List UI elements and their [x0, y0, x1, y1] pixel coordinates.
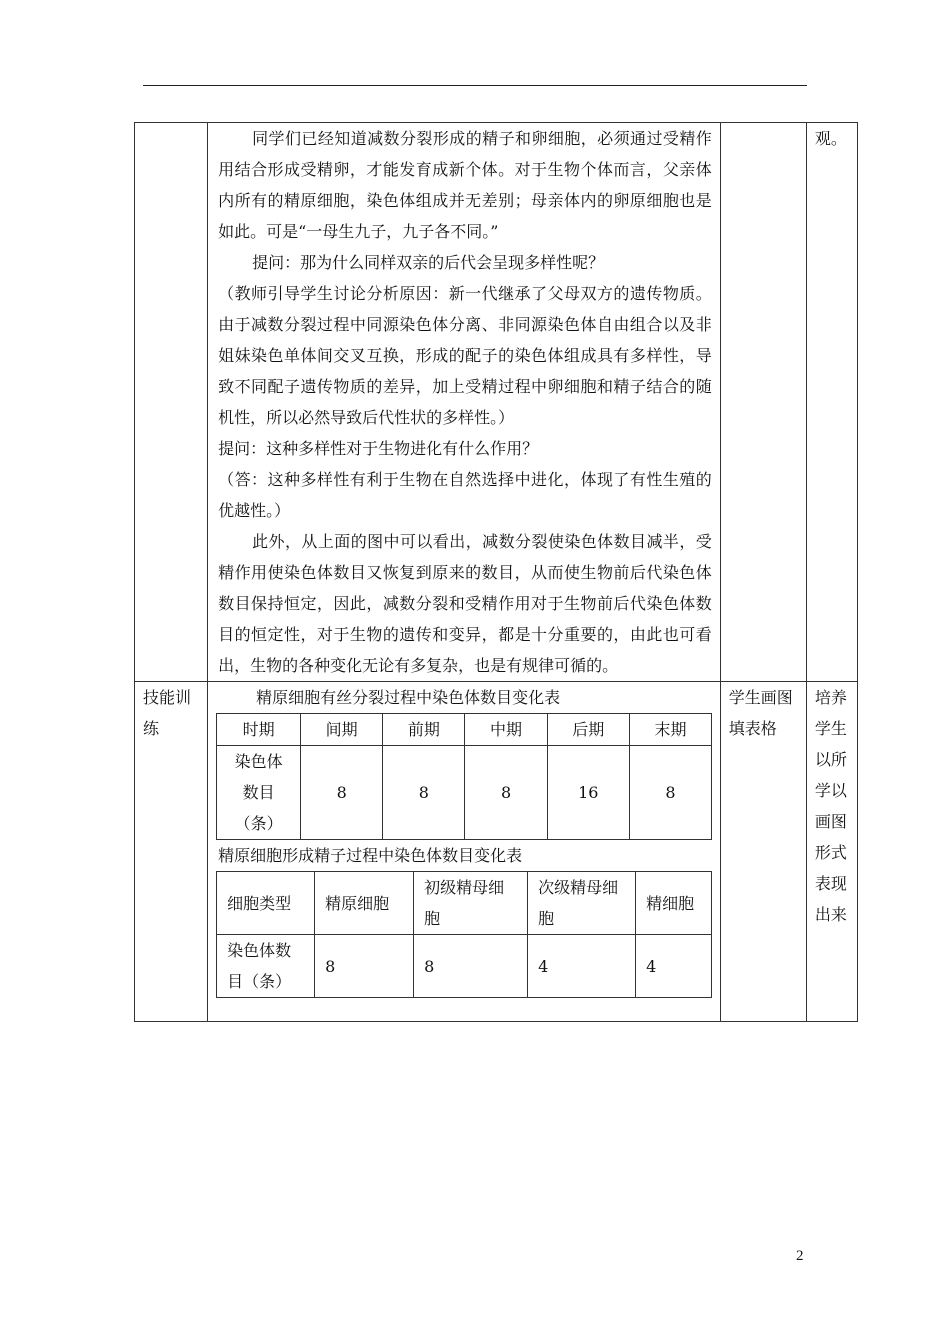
value-cell: 8: [414, 935, 528, 998]
header-cell: 精细胞: [636, 872, 712, 935]
student-activity-text: 学生画图填表格: [728, 688, 793, 738]
question: 提问：那为什么同样双亲的后代会呈现多样性呢？: [252, 253, 605, 272]
header-cell: 末期: [629, 714, 711, 746]
spermatogenesis-table: [216, 871, 712, 998]
stage-cell: [135, 123, 208, 682]
row-label: 染色体数目（条）: [217, 935, 315, 998]
header-cell: 间期: [301, 714, 383, 746]
student-activity-cell: [720, 682, 806, 1022]
paragraph: （教师引导学生讨论分析原因：新一代继承了父母双方的遗传物质。由于减数分裂过程中同源染色体分离、非同源染色体自由组合以及非姐妹染色单体间交叉互换，形成的配子的染色体组成具有多样性，导致不同配子遗传物质的差异，加上受精过程中卵细胞和精子结合的随机性，所以必然导致后代性状的多样性。）: [218, 284, 712, 427]
student-activity-cell: [720, 123, 806, 682]
header-rule: [143, 85, 807, 86]
header-cell: 时期: [217, 714, 301, 746]
value-cell: 8: [301, 746, 383, 840]
row-label: 染色体数目（条）: [217, 746, 301, 840]
intent-text: 培养学生以所学以画图形式表现出来: [814, 688, 847, 924]
content-cell: [208, 682, 721, 1022]
header-cell: 初级精母细胞: [414, 872, 528, 935]
value-cell: 4: [528, 935, 636, 998]
table-row: [217, 935, 712, 998]
value-cell: 8: [465, 746, 547, 840]
answer: （答：这种多样性有利于生物在自然选择中进化，体现了有性生殖的优越性。）: [218, 470, 712, 520]
intent-text: 观。: [814, 129, 847, 148]
value-cell: 16: [547, 746, 629, 840]
page-number: 2: [796, 1248, 804, 1264]
question: 提问：这种多样性对于生物进化有什么作用？: [218, 439, 539, 458]
table-row: [217, 714, 712, 746]
stage-cell: [135, 682, 208, 1022]
stage-label: 技能训练: [143, 688, 192, 738]
intent-cell: [806, 123, 857, 682]
paragraph: 此外，从上面的图中可以看出，减数分裂使染色体数目减半，受精作用使染色体数目又恢复到原来的数目，从而使生物前后代染色体数目保持恒定，因此，减数分裂和受精作用对于生物前后代染色体数目的恒定性，对于生物的遗传和变异，都是十分重要的，由此也可看出，生物的各种变化无论有多复杂，也是有规律可循的。: [218, 532, 712, 675]
table-row: [217, 746, 712, 840]
header-cell: 后期: [547, 714, 629, 746]
table2-caption: 精原细胞形成精子过程中染色体数目变化表: [218, 846, 523, 865]
table-row: [135, 123, 858, 682]
lesson-plan-table: [134, 122, 858, 1022]
table1-caption: 精原细胞有丝分裂过程中染色体数目变化表: [256, 688, 561, 707]
header-cell: 前期: [383, 714, 465, 746]
value-cell: 4: [636, 935, 712, 998]
paragraph: 同学们已经知道减数分裂形成的精子和卵细胞，必须通过受精作用结合形成受精卵，才能发育成新个体。对于生物个体而言，父亲体内所有的精原细胞，染色体组成并无差别；母亲体内的卵原细胞也是如此。可是“一母生九子，九子各不同。”: [218, 129, 712, 241]
value-cell: 8: [629, 746, 711, 840]
intent-cell: [806, 682, 857, 1022]
header-cell: 细胞类型: [217, 872, 315, 935]
mitosis-table: [216, 713, 712, 840]
content-cell: [208, 123, 721, 682]
table-row: [135, 682, 858, 1022]
header-cell: 次级精母细胞: [528, 872, 636, 935]
header-cell: 中期: [465, 714, 547, 746]
value-cell: 8: [315, 935, 414, 998]
value-cell: 8: [383, 746, 465, 840]
table-row: [217, 872, 712, 935]
header-cell: 精原细胞: [315, 872, 414, 935]
